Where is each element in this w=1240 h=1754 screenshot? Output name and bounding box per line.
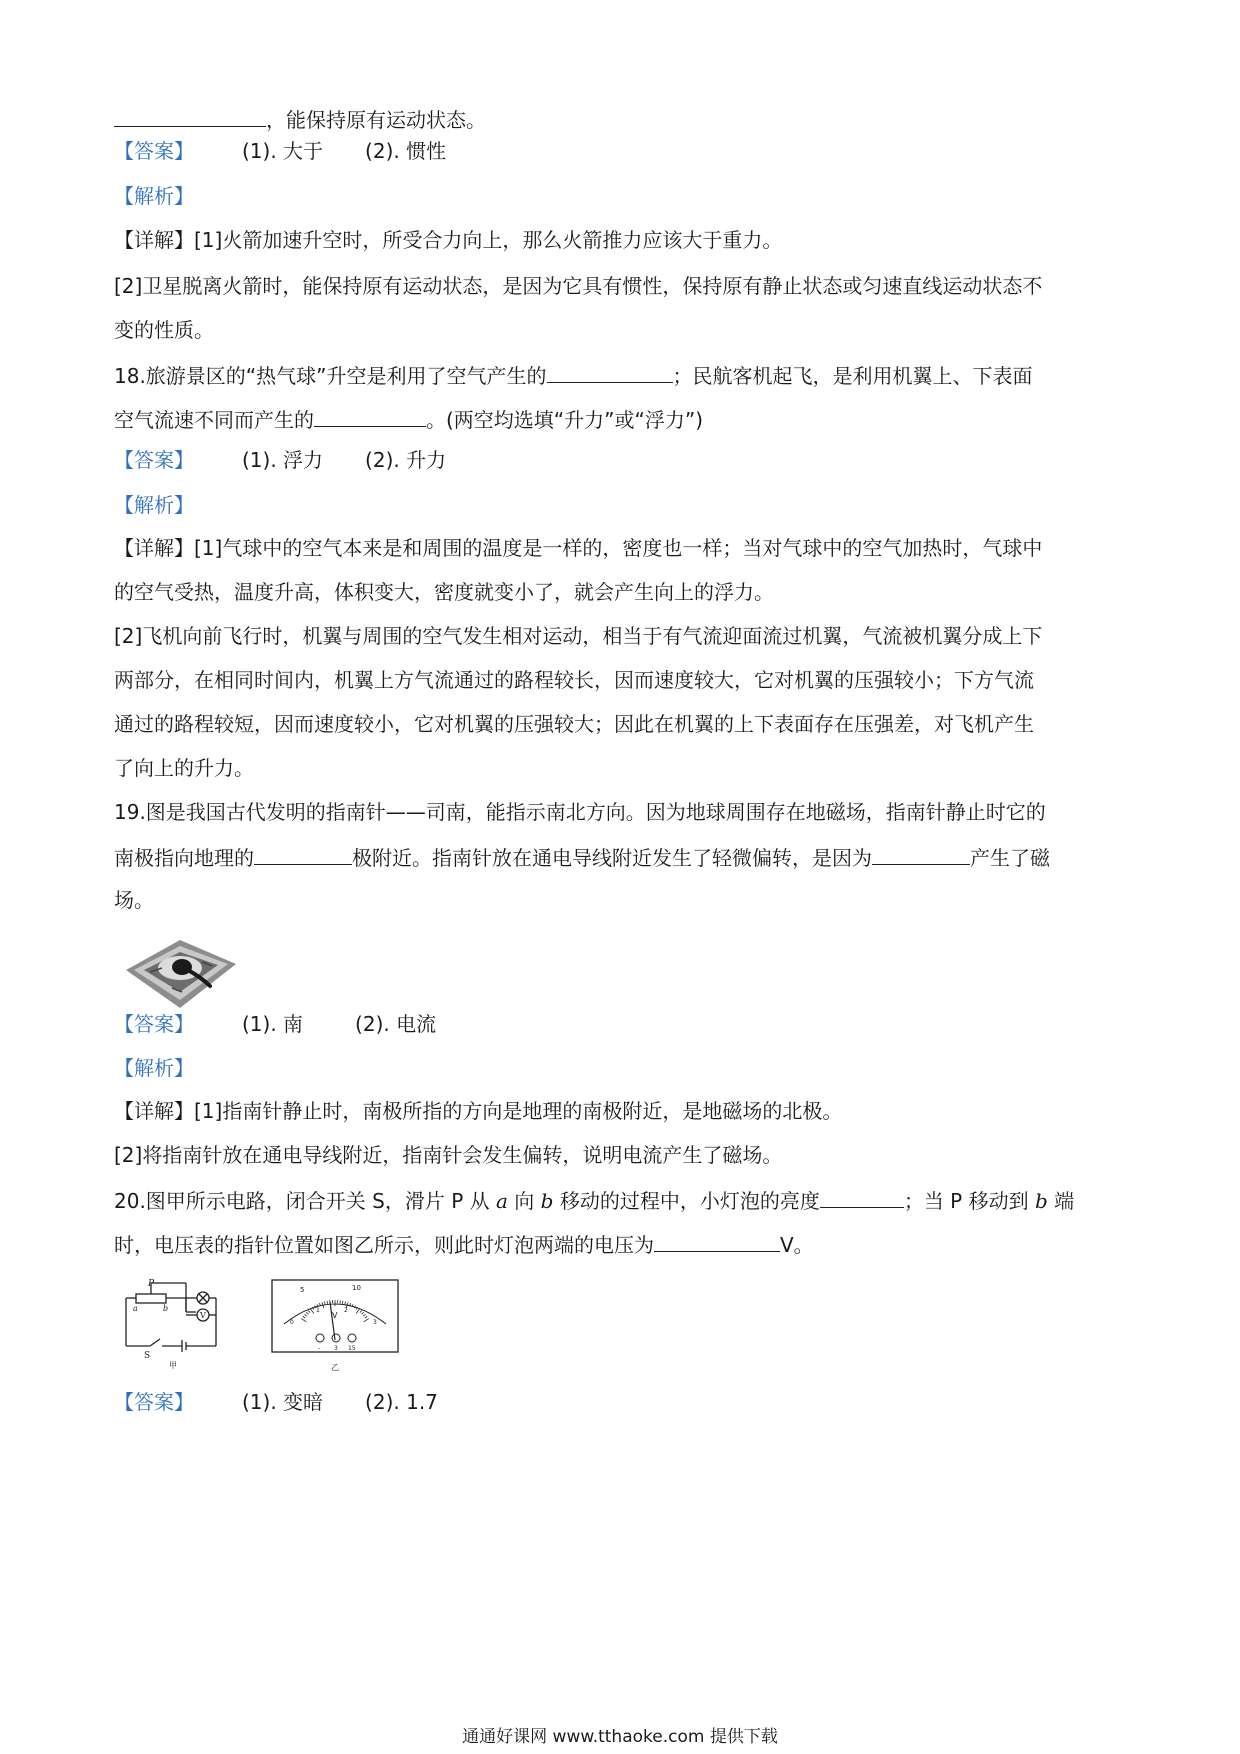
- answer-tag: 【答案】: [114, 139, 194, 163]
- svg-text:V: V: [200, 1311, 206, 1320]
- dial-tick: [360, 1310, 362, 1312]
- q19-stem-1: 19.图是我国古代发明的指南针——司南，能指示南北方向。因为地球周围存在地磁场，指南针静止时它的: [114, 800, 1046, 824]
- dial-tick: [324, 1301, 325, 1304]
- q19-stem-2: 南极指向地理的 极附近。指南针放在通电导线附近发生了轻微偏转，是因为 产生了磁: [114, 842, 1050, 872]
- dial-tick: [364, 1319, 369, 1322]
- dial-tick: [301, 1319, 306, 1322]
- svg-text:3: 3: [334, 1345, 338, 1352]
- svg-text:10: 10: [352, 1284, 361, 1292]
- svg-text:b: b: [163, 1304, 169, 1313]
- q18-detail-2c: 通过的路程较短，因而速度较小，它对机翼的压强较大；因此在机翼的上下表面存在压强差，对飞机产生: [114, 712, 1034, 736]
- q19-answer: 【答案】 (1). 南 (2). 电流: [114, 1012, 437, 1036]
- answer-blank: [254, 842, 352, 865]
- svg-text:2: 2: [344, 1307, 348, 1314]
- answer-blank: [820, 1185, 904, 1208]
- svg-text:P: P: [148, 1279, 155, 1289]
- q17-continuation: ，能保持原有运动状态。: [114, 104, 486, 134]
- q20-stem-1: 20.图甲所示电路，闭合开关 S，滑片 P 从 a 向 b 移动的过程中，小灯泡的亮度 ；当 P 移动到 b 端: [114, 1185, 1074, 1215]
- dial-tick: [365, 1316, 367, 1318]
- q18-analysis-tag: 【解析】: [114, 493, 194, 517]
- page-footer: 通通好课网 www.tthaoke.com 提供下载: [462, 1727, 778, 1747]
- answer-blank: [314, 404, 426, 427]
- voltmeter-dial: [270, 1278, 400, 1374]
- svg-text:3: 3: [373, 1319, 377, 1326]
- q18-stem-2: 空气流速不同而产生的 。(两空均选填“升力”或“浮力”): [114, 404, 703, 434]
- q19-detail-1: 【详解】[1]指南针静止时，南极所指的方向是地理的南极附近，是地磁场的北极。: [114, 1099, 843, 1123]
- answer-blank: [547, 360, 673, 383]
- dial-tick: [310, 1309, 314, 1314]
- q18-detail-2a: [2]飞机向前飞行时，机翼与周围的空气发生相对运动，相当于有气流迎面流过机翼，气流被机翼分成上下: [114, 624, 1043, 648]
- dial-tick: [327, 1301, 328, 1304]
- q17-detail-2b: 变的性质。: [114, 318, 214, 342]
- svg-text:甲: 甲: [169, 1361, 177, 1370]
- q17-detail-2a: [2]卫星脱离火箭时，能保持原有运动状态，是因为它具有惯性，保持原有静止状态或匀速直线运动状态不: [114, 274, 1043, 298]
- svg-text:-: -: [318, 1345, 321, 1352]
- q17-analysis-tag: 【解析】: [114, 184, 194, 208]
- svg-text:5: 5: [300, 1286, 305, 1294]
- svg-text:0: 0: [290, 1319, 294, 1326]
- q18-answer: 【答案】 (1). 浮力 (2). 升力: [114, 448, 447, 472]
- q19-stem-3: 场。: [114, 888, 154, 912]
- dial-tick: [303, 1316, 305, 1318]
- svg-text:a: a: [133, 1304, 138, 1313]
- sinan-compass-image: [122, 922, 240, 1014]
- q18-detail-2d: 了向上的升力。: [114, 756, 254, 780]
- svg-text:1: 1: [316, 1307, 320, 1314]
- dial-tick: [342, 1301, 343, 1304]
- svg-text:乙: 乙: [331, 1363, 339, 1372]
- q18-detail-2b: 两部分，在相同时间内，机翼上方气流通过的路程较长，因而速度较大，它对机翼的压强较小；下方气流: [114, 668, 1034, 692]
- dial-tick: [356, 1309, 360, 1314]
- dial-tick: [362, 1312, 364, 1314]
- dial-tick: [345, 1301, 346, 1304]
- q18-detail-1a: 【详解】[1]气球中的空气本来是和周围的温度是一样的，密度也一样；当对气球中的空气加热时，气球中: [114, 536, 1043, 560]
- dial-tick: [308, 1310, 310, 1312]
- answer-blank: [872, 842, 970, 865]
- svg-text:S: S: [144, 1351, 151, 1361]
- svg-text:V: V: [332, 1311, 338, 1320]
- q19-detail-2: [2]将指南针放在通电导线附近，指南针会发生偏转，说明电流产生了磁场。: [114, 1143, 783, 1167]
- q17-answer: 【答案】 (1). 大于 (2). 惯性: [114, 139, 447, 163]
- circuit-diagram: [124, 1278, 234, 1370]
- q19-analysis-tag: 【解析】: [114, 1056, 194, 1080]
- q20-answer: 【答案】 (1). 变暗 (2). 1.7: [114, 1390, 438, 1414]
- q18-stem-1: 18.旅游景区的“热气球”升空是利用了空气产生的 ；民航客机起飞，是利用机翼上、下表面: [114, 360, 1033, 390]
- answer-blank: [654, 1229, 780, 1252]
- q20-stem-2: 时，电压表的指针位置如图乙所示，则此时灯泡两端的电压为 V。: [114, 1229, 814, 1259]
- answer-blank: [114, 104, 266, 127]
- dial-tick: [306, 1312, 308, 1314]
- svg-text:15: 15: [348, 1345, 356, 1352]
- q17-detail-1: 【详解】[1]火箭加速升空时，所受合力向上，那么火箭推力应该大于重力。: [114, 228, 783, 252]
- dial-tick: [363, 1314, 365, 1316]
- dial-tick: [304, 1314, 306, 1316]
- rheostat: [136, 1294, 166, 1303]
- q18-detail-1b: 的空气受热，温度升高，体积变大，密度就变小了，就会产生向上的浮力。: [114, 580, 774, 604]
